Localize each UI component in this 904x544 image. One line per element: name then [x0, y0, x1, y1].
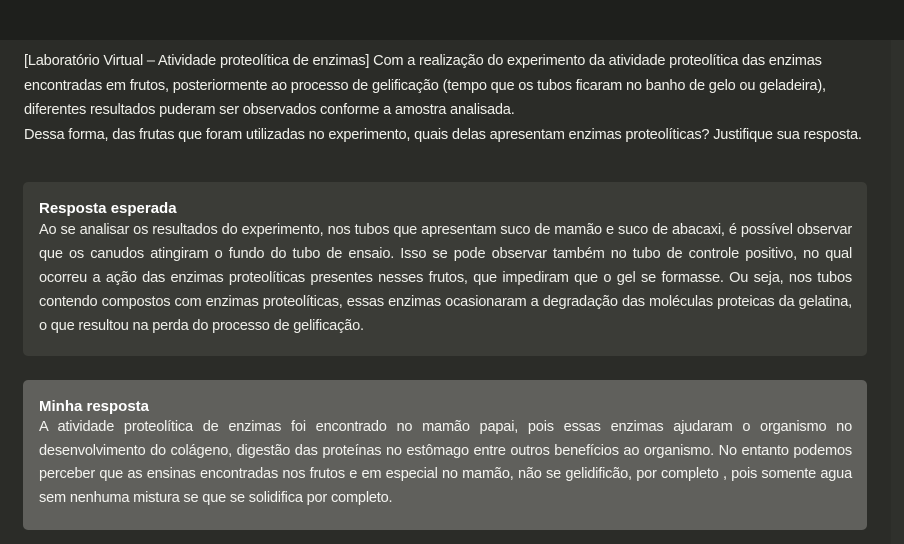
question-text: [Laboratório Virtual – Atividade proteolítica de enzimas] Com a realização do experimento da atividade proteolítica das enzimas encontradas em frutos, posteriormente ao processo de gelificação (tempo que os tubos ficaram no banho de gelo ou geladeira), diferentes resultados puderam ser observados conforme a amostra analisada. [24, 53, 826, 118]
my-answer-title: Minha resposta [39, 398, 150, 415]
my-answer-text: A atividade proteolítica de enzimas foi encontrado no mamão papai, pois essas enzimas ajudaram o organismo no desenvolvimento do colágeno, digestão das proteínas no estômago entre outros benefícios ao organismo. No entanto podemos perceber que as ensinas encontradas nos frutos e em especial no mamão, não se gelidificão, por completo , pois somente agua sem nenhuma mistura se que se solidifica por completo. [39, 419, 852, 506]
expected-answer-text: Ao se analisar os resultados do experimento, nos tubos que apresentam suco de mamão e suco de abacaxi, é possível observar que os canudos atingiram o fundo do tubo de ensaio. Isso se pode observar também no tubo de controle positivo, no qual ocorreu a ação das enzimas proteolíticas presentes nesses frutos, que impediram que o gel se formasse. Ou seja, nos tubos contendo compostos com enzimas proteolíticas, essas enzimas ocasionaram a degradação das moléculas proteicas da gelatina, o que resultou na perda do processo de gelificação. [39, 222, 852, 334]
expected-answer-title: Resposta esperada [39, 200, 177, 217]
scrollbar-track[interactable] [891, 40, 904, 544]
question-followup: Dessa forma, das frutas que foram utilizadas no experimento, quais delas apresentam enzimas proteolíticas? Justifique sua resposta. [24, 126, 862, 143]
question-block [24, 49, 864, 147]
activity-content [0, 40, 891, 544]
top-bar [0, 0, 904, 40]
expected-answer-card [23, 182, 867, 356]
my-answer-card [23, 380, 867, 530]
